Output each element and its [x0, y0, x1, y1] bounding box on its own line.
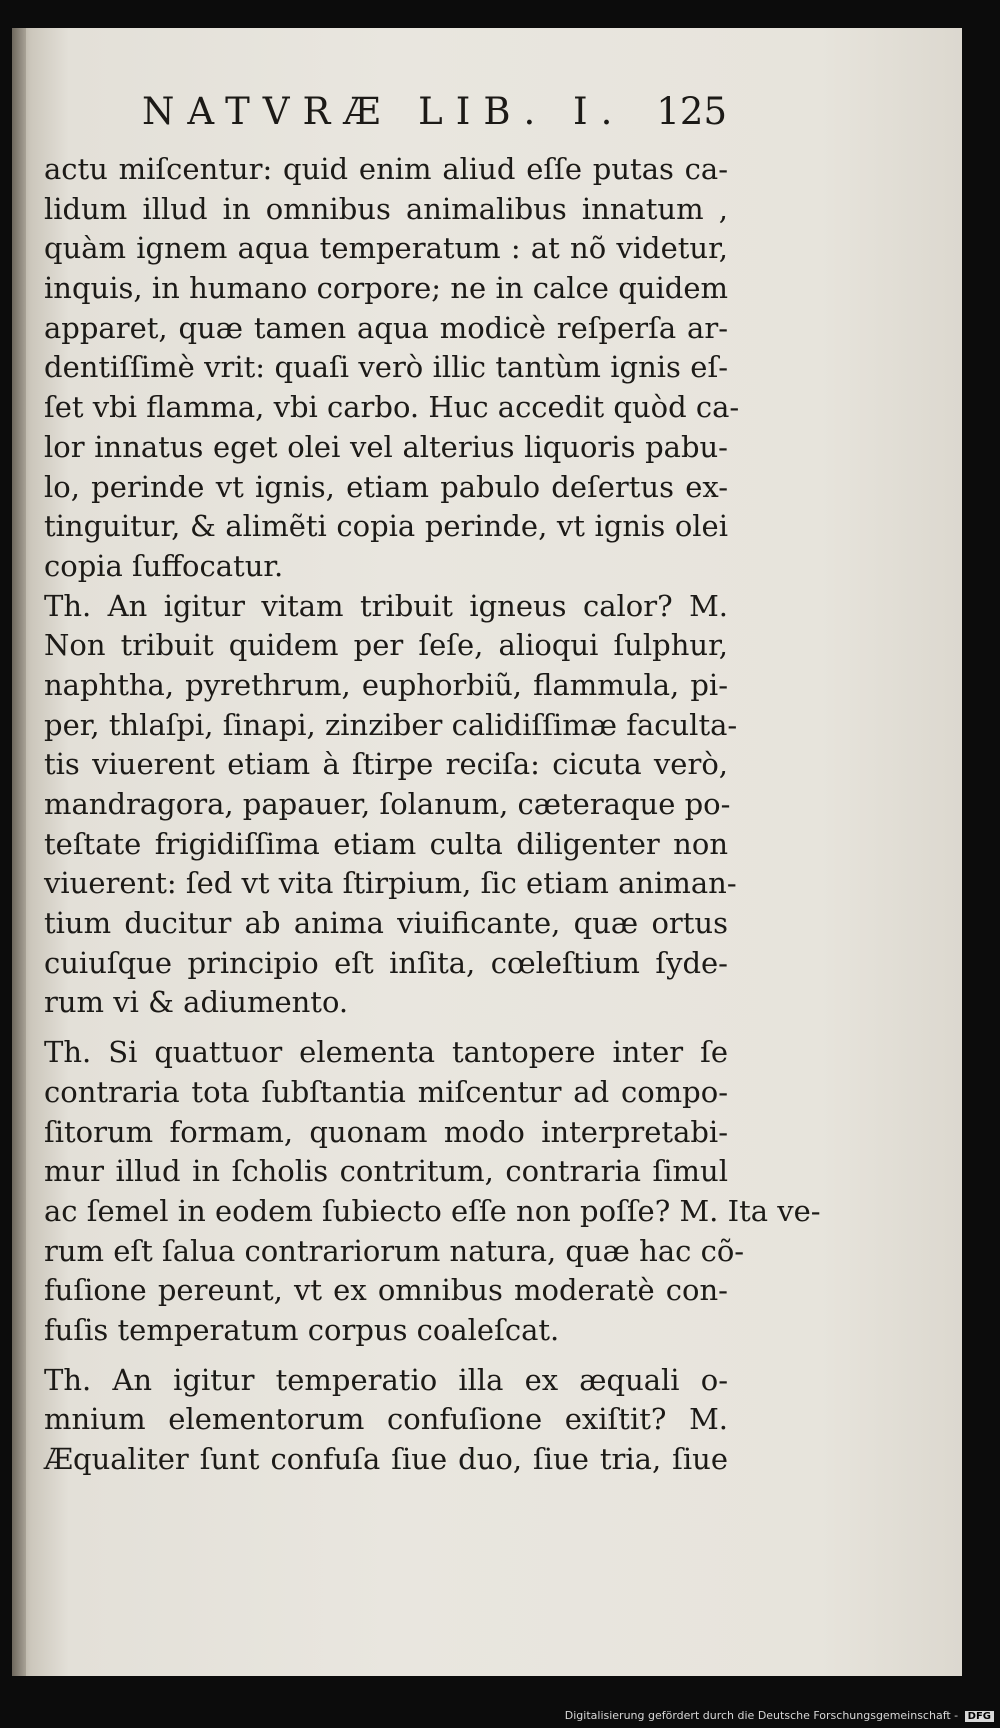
text-line: lo, perinde vt ignis, etiam pabulo deſertus ex-: [44, 469, 728, 504]
text-line: inquis, in humano corpore; ne in calce quidem: [44, 271, 728, 306]
text-line: cuiuſque principio eſt inſita, cœleſtium ſyde-: [44, 945, 728, 980]
text-line: tinguitur, & alimẽti copia perinde, vt ignis olei: [44, 509, 728, 544]
text-line: Th. An igitur temperatio illa ex æquali o-: [44, 1362, 728, 1397]
text-line: apparet, quæ tamen aqua modicè reſperſa ar-: [44, 310, 728, 345]
text-line: ac ſemel in eodem ſubiecto eſſe non poſſe? M. Ita ve-: [44, 1193, 821, 1228]
text-line: ſitorum formam, quonam modo interpretabi-: [44, 1114, 728, 1149]
text-line: per, thlaſpi, ſinapi, zinziber calidiſſimæ faculta-: [44, 707, 738, 742]
text-line: rum eſt ſalua contrariorum natura, quæ hac cõ-: [44, 1233, 745, 1268]
text-line: naphtha, pyrethrum, euphorbiũ, flammula, pi-: [44, 667, 728, 702]
text-line: dentiſſimè vrit: quaſi verò illic tantùm ignis eſ-: [44, 350, 728, 385]
text-line: Æqualiter ſunt confuſa ſiue duo, ſiue tria, ſiue: [44, 1442, 728, 1476]
text-line: Th. An igitur vitam tribuit igneus calor? M.: [44, 588, 728, 623]
text-line: quàm ignem aqua temperatum : at nõ videtur,: [44, 231, 728, 266]
text-line: teſtate frigidiſſima etiam culta diligenter non: [44, 826, 728, 861]
text-line: rum vi & adiumento.: [44, 985, 349, 1020]
running-title: NATVRÆ LIB. I.: [142, 90, 626, 133]
text-line: lidum illud in omnibus animalibus innatum ,: [44, 191, 728, 226]
text-line: contraria tota ſubſtantia miſcentur ad compo-: [44, 1074, 728, 1109]
text-line: tium ducitur ab anima viuificante, quæ ortus: [44, 906, 728, 941]
page-number: 125: [656, 90, 727, 133]
text-line: fuſione pereunt, vt ex omnibus moderatè con-: [44, 1273, 728, 1308]
dfg-logo: DFG: [965, 1711, 994, 1722]
page-gutter-edge: [12, 28, 26, 1676]
text-line: viuerent: ſed vt vita ſtirpium, ſic etiam animan-: [44, 866, 737, 901]
book-page: [12, 28, 962, 1676]
credit-text: Digitalisierung gefördert durch die Deutsche Forschungsgemeinschaft -: [564, 1709, 959, 1722]
text-line: copia ſuffocatur.: [44, 548, 284, 583]
text-line: mnium elementorum confuſione exiſtit? M.: [44, 1402, 728, 1437]
digitization-credit: [565, 1709, 994, 1722]
body-text: [44, 150, 821, 1480]
text-line: fuſis temperatum corpus coaleſcat.: [44, 1312, 560, 1347]
text-line: ſet vbi flamma, vbi carbo. Huc accedit quòd ca-: [44, 390, 740, 425]
text-line: Non tribuit quidem per ſeſe, alioqui ſulphur,: [44, 628, 728, 663]
running-header: [142, 90, 727, 150]
text-line: Th. Si quattuor elementa tantopere inter ſe: [44, 1035, 728, 1070]
text-line: tis viuerent etiam à ſtirpe reciſa: cicuta verò,: [44, 747, 728, 782]
text-line: mur illud in ſcholis contritum, contraria ſimul: [44, 1154, 728, 1189]
text-line: mandragora, papauer, ſolanum, cæteraque po-: [44, 787, 731, 821]
text-line: actu miſcentur: quid enim aliud eſſe putas ca-: [44, 152, 728, 186]
text-line: lor innatus eget olei vel alterius liquoris pabu-: [44, 429, 728, 464]
